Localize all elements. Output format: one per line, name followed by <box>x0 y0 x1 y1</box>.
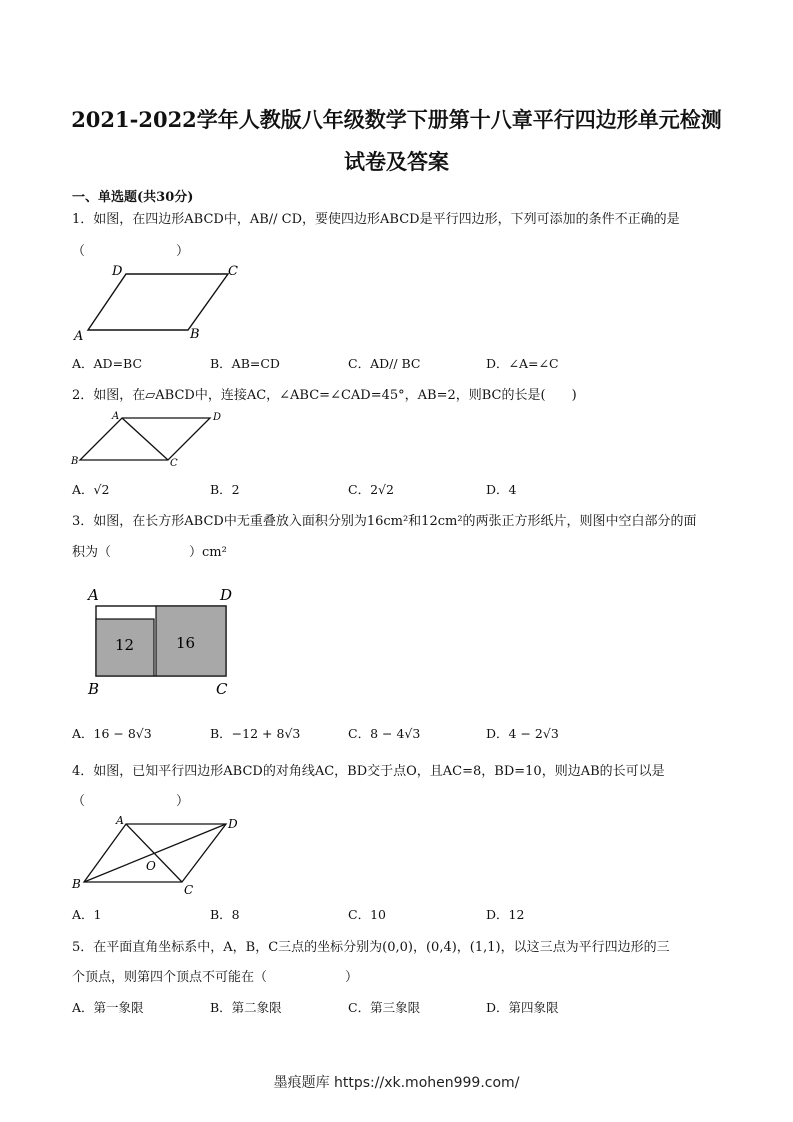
document-title-line1: 2021-2022学年人教版八年级数学下册第十八章平行四边形单元检测 <box>71 107 722 132</box>
q3-option-b: B．−12 + 8√3 <box>210 726 301 741</box>
q3-option-c: C．8 − 4√3 <box>348 726 421 741</box>
q5-text2: 个顶点，则第四个顶点不可能在（ ） <box>72 970 359 985</box>
q2-diagonal-ac <box>122 418 168 460</box>
q1-option-c: C．AD// BC <box>348 356 421 371</box>
q2-option-a: A．√2 <box>72 482 110 497</box>
q1-text: 1．如图，在四边形ABCD中，AB// CD，要使四边形ABCD是平行四边形，下列可添加的条件不正确的是 <box>72 212 680 227</box>
q1-parallelogram <box>88 274 228 330</box>
q1-label-a: A <box>74 329 84 344</box>
q3-label-c: C <box>216 680 228 698</box>
q3-label-b: B <box>88 680 100 698</box>
q3-text: 3．如图，在长方形ABCD中无重叠放入面积分别为16cm²和12cm²的两张正方形纸片，则图中空白部分的面 <box>72 514 697 529</box>
q3-label-a: A <box>88 586 99 604</box>
q4-label-b: B <box>72 877 81 891</box>
q2-label-b: B <box>71 456 79 467</box>
q3-label-d: D <box>220 586 233 604</box>
q5-text: 5．在平面直角坐标系中，A，B，C三点的坐标分别为(0,0)，(0,4)，(1,1)，以这三点为平行四边形的三 <box>72 940 670 955</box>
q3-square-16-label: 16 <box>176 634 196 652</box>
q4-blank: （ ） <box>72 794 190 809</box>
q1-label-b: B <box>190 327 200 342</box>
q5-option-d: D．第四象限 <box>486 1000 559 1015</box>
q4-label-c: C <box>184 883 194 897</box>
q3-square-12-label: 12 <box>115 636 135 654</box>
q3-option-a: A．16 − 8√3 <box>72 726 152 741</box>
q2-text: 2．如图，在▱ABCD中，连接AC，∠ABC=∠CAD=45°，AB=2，则BC的长是( ) <box>72 388 577 403</box>
q4-label-a: A <box>116 814 124 827</box>
q2-option-c: C．2√2 <box>348 482 394 497</box>
document-title-line2: 试卷及答案 <box>344 149 449 174</box>
q2-label-a: A <box>112 411 120 422</box>
q2-option-d: D．4 <box>486 482 517 497</box>
q1-label-d: D <box>112 264 123 279</box>
section-heading: 一、单选题(共30分) <box>72 190 194 205</box>
q5-option-b: B．第二象限 <box>210 1000 282 1015</box>
q1-option-b: B．AB=CD <box>210 356 280 371</box>
q1-option-d: D．∠A=∠C <box>486 356 559 371</box>
q5-option-a: A．第一象限 <box>72 1000 144 1015</box>
q4-option-c: C．10 <box>348 907 386 922</box>
q4-text: 4．如图，已知平行四边形ABCD的对角线AC，BD交于点O，且AC=8，BD=10，则边AB的长可以是 <box>72 764 665 779</box>
q1-option-a: A．AD=BC <box>72 356 143 371</box>
q2-option-b: B．2 <box>210 482 240 497</box>
q3-figure <box>84 582 244 700</box>
q2-label-c: C <box>170 458 178 469</box>
q1-label-c: C <box>228 264 238 279</box>
q4-figure <box>70 812 250 898</box>
q4-label-d: D <box>228 817 238 831</box>
q3-text2: 积为（ ）cm² <box>72 545 227 560</box>
q1-figure <box>70 262 260 346</box>
q4-option-a: A．1 <box>72 907 102 922</box>
q2-figure <box>70 408 230 470</box>
q1-blank: （ ） <box>72 244 190 259</box>
footer-watermark: 墨痕题库 https://xk.mohen999.com/ <box>273 1075 520 1091</box>
q5-option-c: C．第三象限 <box>348 1000 421 1015</box>
q4-option-b: B．8 <box>210 907 240 922</box>
q4-label-o: O <box>146 859 156 873</box>
q3-option-d: D．4 − 2√3 <box>486 726 559 741</box>
q2-label-d: D <box>213 412 222 423</box>
q4-option-d: D．12 <box>486 907 525 922</box>
